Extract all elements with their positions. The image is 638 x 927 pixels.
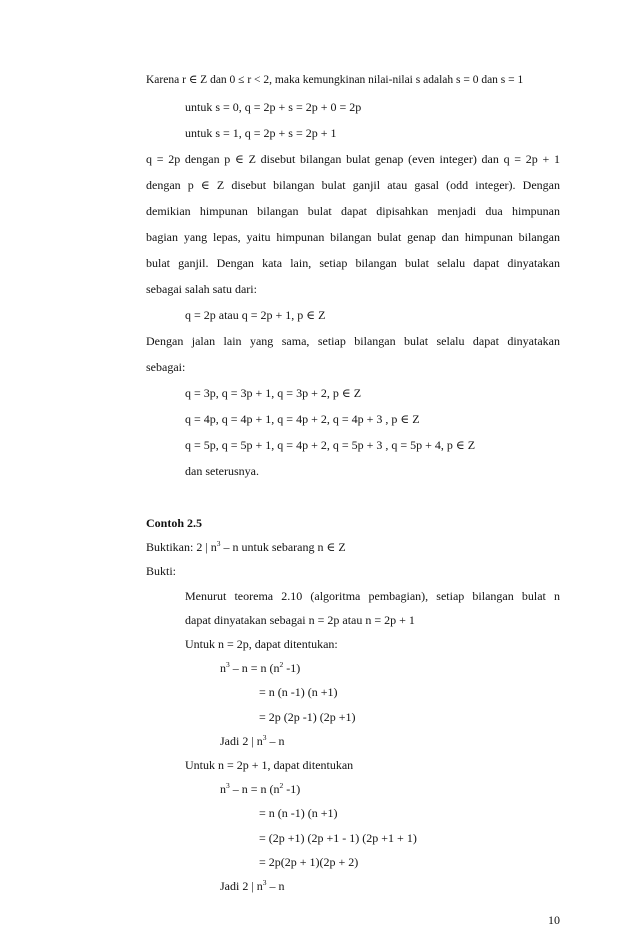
problem-statement — [146, 541, 346, 553]
text-line: Dengan jalan lain yang sama, setiap bilangan bulat selalu dapat dinyatakan — [146, 334, 560, 348]
exponent: 3 — [226, 781, 230, 791]
exponent: 2 — [279, 660, 284, 670]
eq-text: – n — [266, 733, 285, 748]
eq-text: – n = n (n — [229, 782, 280, 797]
eq-text: – n — [266, 879, 285, 893]
equation-line: = n (n -1) (n +1) — [259, 806, 338, 821]
text-line: bagian yang lepas, yaitu himpunan bilangan bulat genap dan himpunan bilangan — [146, 230, 560, 244]
equation-line: = 2p(2p + 1)(2p + 2) — [259, 854, 359, 869]
eq-text: -1) — [283, 782, 301, 797]
exponent: 3 — [262, 732, 267, 742]
conclusion-line — [220, 880, 284, 892]
text-line: Karena r ∈ Z dan 0 ≤ r < 2, maka kemungkinan nilai-nilai s adalah s = 0 dan s = 1 — [146, 74, 524, 86]
conclusion-line — [220, 732, 285, 748]
exponent: 3 — [216, 539, 221, 549]
equation-line: = 2p (2p -1) (2p +1) — [259, 709, 356, 724]
text-line: dan seterusnya. — [185, 464, 259, 478]
text-line: demikian himpunan bilangan bulat dapat dipisahkan menjadi dua himpunan — [146, 204, 560, 218]
formula-line: q = 4p, q = 4p + 1, q = 4p + 2, q = 4p + 3 , p ∈ Z — [185, 412, 420, 426]
eq-text: – n = n (n — [229, 661, 280, 676]
text-line: Untuk n = 2p, dapat ditentukan: — [185, 637, 338, 651]
text-line: q = 2p dengan p ∈ Z disebut bilangan bulat genap (even integer) dan q = 2p + 1 — [146, 152, 560, 166]
eq-text: n — [220, 661, 226, 676]
exponent: 3 — [226, 660, 230, 670]
eq-text: n — [220, 782, 226, 797]
text-line: sebagai salah satu dari: — [146, 282, 257, 296]
formula-line: q = 5p, q = 5p + 1, q = 4p + 2, q = 5p + 3 , q = 5p + 4, p ∈ Z — [185, 438, 476, 452]
text-line: Untuk n = 2p + 1, dapat ditentukan — [185, 758, 354, 772]
exponent: 3 — [262, 878, 267, 887]
exponent: 2 — [279, 781, 284, 791]
text-line: bulat ganjil. Dengan kata lain, setiap bilangan bulat selalu dapat dinyatakan — [146, 256, 560, 270]
text-line: sebagai: — [146, 360, 186, 374]
example-heading: Contoh 2.5 — [146, 516, 203, 530]
page-number: 10 — [548, 913, 560, 927]
text-line: untuk s = 1, q = 2p + s = 2p + 1 — [185, 126, 337, 140]
text-line: untuk s = 0, q = 2p + s = 2p + 0 = 2p — [185, 100, 362, 114]
proof-label: Bukti: — [146, 564, 177, 579]
equation-line: = n (n -1) (n +1) — [259, 685, 338, 700]
statement-text: – n untuk sebarang n ∈ Z — [220, 540, 346, 555]
eq-text: Jadi 2 | n — [220, 879, 263, 893]
equation-line: = (2p +1) (2p +1 - 1) (2p +1 + 1) — [259, 830, 417, 845]
eq-text: Jadi 2 | n — [220, 733, 263, 748]
text-line: dengan p ∈ Z disebut bilangan bulat ganjil atau gasal (odd integer). Dengan — [146, 178, 560, 192]
text-line: Menurut teorema 2.10 (algoritma pembagian), setiap bilangan bulat n — [185, 588, 560, 603]
formula-line: q = 3p, q = 3p + 1, q = 3p + 2, p ∈ Z — [185, 386, 362, 400]
equation-line — [220, 662, 300, 674]
text-line: dapat dinyatakan sebagai n = 2p atau n = 2p + 1 — [185, 612, 415, 627]
formula-line: q = 2p atau q = 2p + 1, p ∈ Z — [185, 308, 326, 322]
statement-text: Buktikan: 2 | n — [146, 540, 217, 555]
equation-line — [220, 783, 300, 795]
eq-text: -1) — [283, 661, 301, 676]
